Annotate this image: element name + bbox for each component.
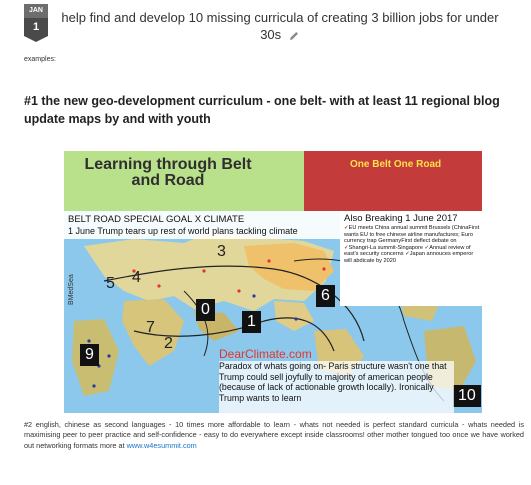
post-title[interactable]: [60, 9, 500, 43]
post-title-text[interactable]: help find and develop 10 missing curricula of creating 3 billion jobs for under 30s: [61, 10, 499, 42]
map-number: 3: [217, 243, 226, 260]
map-number: 10: [453, 385, 481, 407]
footer-text: #2 english, chinese as second languages - 10 times more affordable to learn - whats not needed is perfect standard curricula - whats needed is maximising peer to peer practice and self-confidence - easy to do everywhere except inside classrooms! other mother tongued too once we have worked out networking formats more at: [24, 420, 524, 450]
w4esummit-link[interactable]: www.w4esummit.com: [126, 440, 197, 450]
examples-label: examples:: [24, 56, 56, 63]
map-number: 9: [80, 344, 99, 366]
map-number: 1: [242, 311, 261, 333]
news-body: ✓EU meets China annual summit Brussels (ChinaFirst wants EU to free chinese airline manufactures; Euro currency trap GermanyFirst deflect debate on ✓Shangri-La summit-Singapore ✓Annual review of east's security concerns ✓Japan annouces emperor will abdicate by 2020: [344, 225, 480, 264]
hero-image[interactable]: [64, 151, 482, 413]
breaking-news-box: [340, 211, 482, 306]
date-badge: [24, 4, 48, 42]
map-number: 0: [196, 299, 215, 321]
date-month: JAN: [24, 4, 48, 18]
map-number: 7: [146, 319, 155, 336]
date-day: 1: [24, 18, 48, 36]
goal-line-2: 1 June Trump tears up rest of world plans tackling climate: [68, 226, 298, 236]
section-heading: #1 the new geo-development curriculum - one belt- with at least 11 regional blog update maps by and with youth: [24, 94, 500, 126]
footer-paragraph: [24, 420, 524, 451]
map-number: 2: [164, 335, 173, 352]
map-number: 5: [106, 275, 115, 292]
map-number: 4: [132, 269, 141, 286]
goal-line-1: BELT ROAD SPECIAL GOAL X CLIMATE: [68, 214, 245, 225]
banner-one-belt: [304, 151, 482, 211]
date-badge-tail: [24, 36, 48, 42]
hero-paragraph: Paradox of whats going on- Paris structure wasn't one that Trump could sell joyfully to majority of american people (because of lack of actionable growth locally). Ironically Trump wants to learn: [219, 361, 454, 413]
goal-box: [64, 211, 340, 239]
banner-learning: [64, 151, 304, 211]
side-label: BMedSea: [68, 274, 75, 305]
map-number: 6: [316, 285, 335, 307]
news-heading: Also Breaking 1 June 2017: [344, 213, 458, 224]
banner-learning-text: Learning through Belt and Road: [84, 156, 252, 189]
banner-one-belt-text: One Belt One Road: [350, 159, 442, 170]
dearclimate-label: DearClimate.com: [219, 347, 312, 361]
pencil-icon[interactable]: [288, 30, 300, 42]
